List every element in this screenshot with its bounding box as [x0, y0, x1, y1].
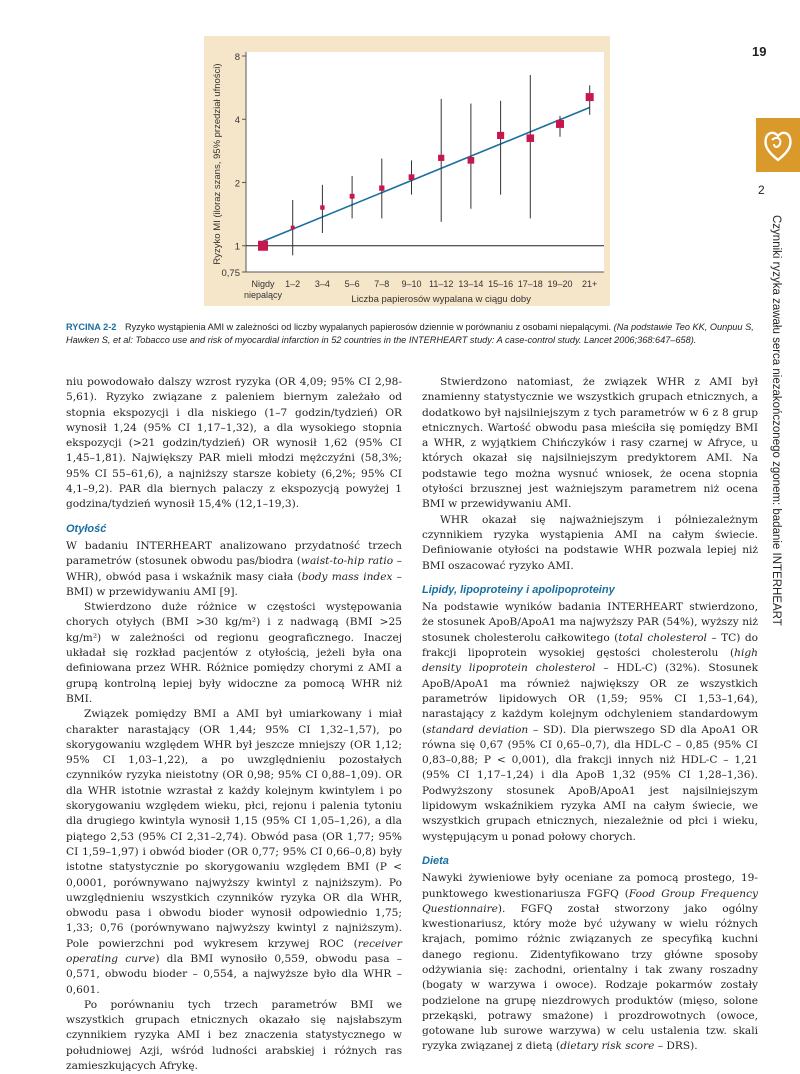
x-tick-label: 21+	[582, 279, 598, 289]
paragraph: Po porównaniu tych trzech parametrów BMI we wszystkich grupach etnicznych okazało się najsłabszym czynnikiem ryzyka AMI i bez znaczenia statystycznego w południowej Azji, wśród ludności arabskiej i różnych ras zamieszkujących Afrykę.	[66, 998, 402, 1073]
running-head: Czynniki ryzyka zawału serca niezakończonego zgonem: badanie INTERHEART	[770, 215, 782, 626]
x-tick-label: 1–2	[285, 279, 301, 289]
y-tick-label: 0,75	[221, 268, 240, 279]
caption-source: (Na podstawie Teo KK, Ounpuu S, Hawken S, et al: Tobacco use and risk of myocardial infarction in 52 countries in the INTERHEART study: A case-control study. Lancet 2006;368:647–658).	[66, 322, 754, 345]
y-tick-label: 1	[234, 241, 240, 253]
x-tick-label: 11–12	[429, 279, 454, 289]
data-point	[291, 226, 295, 230]
chapter-tab	[756, 118, 800, 172]
y-tick-label: 8	[234, 52, 240, 63]
data-point	[527, 134, 535, 142]
x-tick-label: 3–4	[314, 279, 330, 289]
x-tick-label: 13–14	[458, 279, 484, 289]
section-heading-lipids: Lipidy, lipoproteiny i apolipoproteiny	[422, 583, 615, 596]
paragraph: WHR okazał się najważniejszym i półniezależnym czynnikiem ryzyka wystąpienia AMI na całym świecie. Definiowanie otyłości na podstawie WHR pozwala lepiej niż BMI oszacować ryzyko AMI.	[422, 513, 758, 572]
paragraph: niu powodowało dalszy wzrost ryzyka (OR 4,09; 95% CI 2,98-5,61). Ryzyko związane z paleniem biernym zależało od stopnia ekspozycji i dla niskiego (1–7 godzin/tydzień) OR wynosił 1,24 (95% CI 1,17–1,32), a dla wysokiego stopnia ekspozycji (>21 godzin/tydzień) OR wynosił 1,62 (95% CI 1,45–1,81). Największy PAR mieli młodzi mężczyźni (58,3%; 95% CI 55–61,6), a najniższy starsze kobiety (6,2%; 95% CI 4,1–9,2). PAR dla biernych palaczy z ekspozycją powyżej 1 godzina/tydzień wynosił 15,4% (12,1–19,3).	[66, 376, 402, 511]
x-tick-label: 15–16	[488, 279, 514, 289]
data-point	[586, 93, 594, 101]
data-point	[468, 157, 475, 164]
data-point	[556, 120, 564, 128]
x-tick-label: 19–20	[547, 279, 573, 289]
section-heading-diet: Dieta	[422, 854, 449, 867]
caption-label: RYCINA 2-2	[66, 322, 117, 332]
x-axis-label: Liczba papierosów wypalana w ciągu doby	[351, 294, 531, 305]
paragraph: W badaniu INTERHEART analizowano przydatność trzech parametrów (stosunek obwodu pas/biodra (waist-to-hip ratio – WHR), obwód pasa i wskaźnik masy ciała (body mass index – BMI) w przewidywaniu AMI [9].	[66, 539, 402, 598]
x-tick-label: 9–10	[401, 279, 422, 289]
y-tick-label: 2	[234, 178, 240, 190]
figure-caption	[66, 321, 754, 347]
data-point	[409, 174, 415, 180]
data-point	[379, 185, 384, 190]
chapter-number: 2	[758, 183, 765, 197]
paragraph: Stwierdzono duże różnice w częstości występowania chorych otyłych (BMI >30 kg/m²) i z nadwagą (BMI >25 kg/m²) w zależności od regionu geograficznego. Inaczej układał się rozkład pacjentów z otyłością, jeżeli była ona definiowana przez WHR. Różnice pomiędzy chorymi z AMI a grupą kontrolną lepiej były widoczne za pomocą WHR niż BMI.	[66, 601, 402, 705]
page-number: 19	[752, 44, 767, 59]
x-tick-label: 17–18	[517, 279, 543, 289]
right-column	[422, 375, 758, 1055]
x-tick-label: Nigdy niepalący	[243, 279, 283, 300]
paragraph: Na podstawie wyników badania INTERHEART stwierdzono, że stosunek ApoB/ApoA1 ma najwyższy PAR (54%), wyższy niż stosunek cholesterolu całkowitego (total cholesterol – TC) do frakcji lipoprotein wysokiej gęstości cholesterolu (high density lipoprotein cholesterol – HDL-C) (32%). Stosunek ApoB/ApoA1 ma również największy OR ze wszystkich parametrów lipidowych OR (1,59; 95% CI 1,53–1,64), narastający z każdym kolejnym odchyleniem standardowym (standard deviation – SD). Dla pierwszego SD dla ApoA1 OR równa się 0,67 (95% CI 0,65–0,7), dla HDL-C – 0,85 (95% CI 0,83–0,88; P < 0,001), dla frakcji innych niż HDL-C – 1,21 (95% CI 1,17–1,24) i dla ApoB 1,32 (95% CI 1,28–1,36). Podwyższony stosunek ApoB/ApoA1 jest najsilniejszym lipidowym wskaźnikiem ryzyka AMI na całym świecie, we wszystkich grupach etnicznych, niezależnie od płci i wieku, występującym u ponad połowy chorych.	[422, 601, 758, 843]
heart-logo-icon	[762, 126, 794, 164]
x-tick-label: 7–8	[374, 279, 390, 289]
y-axis-label: Ryzyko MI (iloraz szans, 95% przedział ufności)	[212, 63, 223, 265]
paragraph: Związek pomiędzy BMI a AMI był umiarkowany i miał charakter narastający (OR 1,44; 95% CI 1,32–1,57), po skorygowaniu względem WHR był jeszcze mniejszy (OR 1,12; 95% CI 1,03–1,22), a po uwzględnieniu pozostałych czynników ryzyka nieistotny (OR 0,98; 95% CI 0,88–1,09). OR dla WHR istotnie wzrastał z każdy kolejnym kwintylem i po skorygowaniu względem wieku, płci, rejonu i palenia tytoniu dla drugiego kwintyla wynosił 1,15 (95% CI 1,05–1,26), a dla piątego 2,53 (95% CI 2,31–2,74). Obwód pasa (OR 1,77; 95% CI 1,59–1,97) i obwód bioder (OR 0,77; 95% CI 0,66–0,8) były istotne statystycznie po skorygowaniu względem BMI (P < 0,0001, porównywano najwyższy kwintyl z najniższym). Po uwzględnieniu wszystkich czynników ryzyka OR dla WHR, obwodu pasa i obwodu bioder wynosił odpowiednio 1,75; 1,33; 0,76 (porównywano najwyższy kwintyl z najniższym). Pole powierzchni pod wykresem krzywej ROC (receiver operating curve) dla BMI wynosiło 0,559, obwodu pasa – 0,571, obwodu bioder – 0,554, a najwyższe było dla WHR – 0,601.	[66, 708, 402, 996]
data-point	[350, 194, 355, 199]
data-point	[258, 241, 268, 251]
section-heading-obesity: Otyłość	[66, 522, 107, 535]
smoking-risk-chart	[204, 36, 610, 306]
x-tick-label: 5–6	[344, 279, 360, 289]
caption-text: Ryzyko wystąpienia AMI w zależności od liczby wypalanych papierosów dziennie w porównaniu z osobami niepalącymi.	[124, 322, 612, 332]
data-point	[320, 205, 324, 209]
left-column	[66, 375, 402, 1074]
y-tick-label: 4	[234, 115, 240, 127]
data-point	[438, 155, 444, 161]
paragraph: Nawyki żywieniowe były oceniane za pomocą prostego, 19-punktowego kwestionariusza FGFQ (Food Group Frequency Questionnaire). FGFQ został stworzony jako ogólny kwestionariusz, który może być używany w wielu różnych krajach, pomimo różnic związanych ze specyfiką kuchni danego regionu. Zidentyfikowano trzy główne sposoby odżywiania się: zachodni, orientalny i tak zwany roszadny (bogaty w warzywa i owoce). Rodzaje pokarmów zostały podzielone na grupę niezdrowych produktów (mięso, solone przekąski, potrawy smażone) i prozdrowotnych (owoce, gotowane lub surowe warzywa) w celu ustalenia tzw. skali ryzyka związanej z dietą (dietary risk score – DRS).	[422, 872, 759, 1053]
data-point	[497, 132, 504, 139]
plot-area	[246, 52, 604, 272]
paragraph: Stwierdzono natomiast, że związek WHR z AMI był znamienny statystycznie we wszystkich grupach etnicznych, a dodatkowo był najsilniejszym z tych parametrów w 6 z 8 grup etnicznych. Wartość obwodu pasa mieściła się pomiędzy BMI a WHR, z wyjątkiem Chińczyków i rasy czarnej w Afryce, u których okazał się najsilniejszym predyktorem AMI. Na podstawie tego można wysnuć wniosek, że ocena stopnia otyłości brzusznej jest ważniejszym parametrem niż ocena BMI w przewidywaniu AMI.	[422, 376, 758, 511]
